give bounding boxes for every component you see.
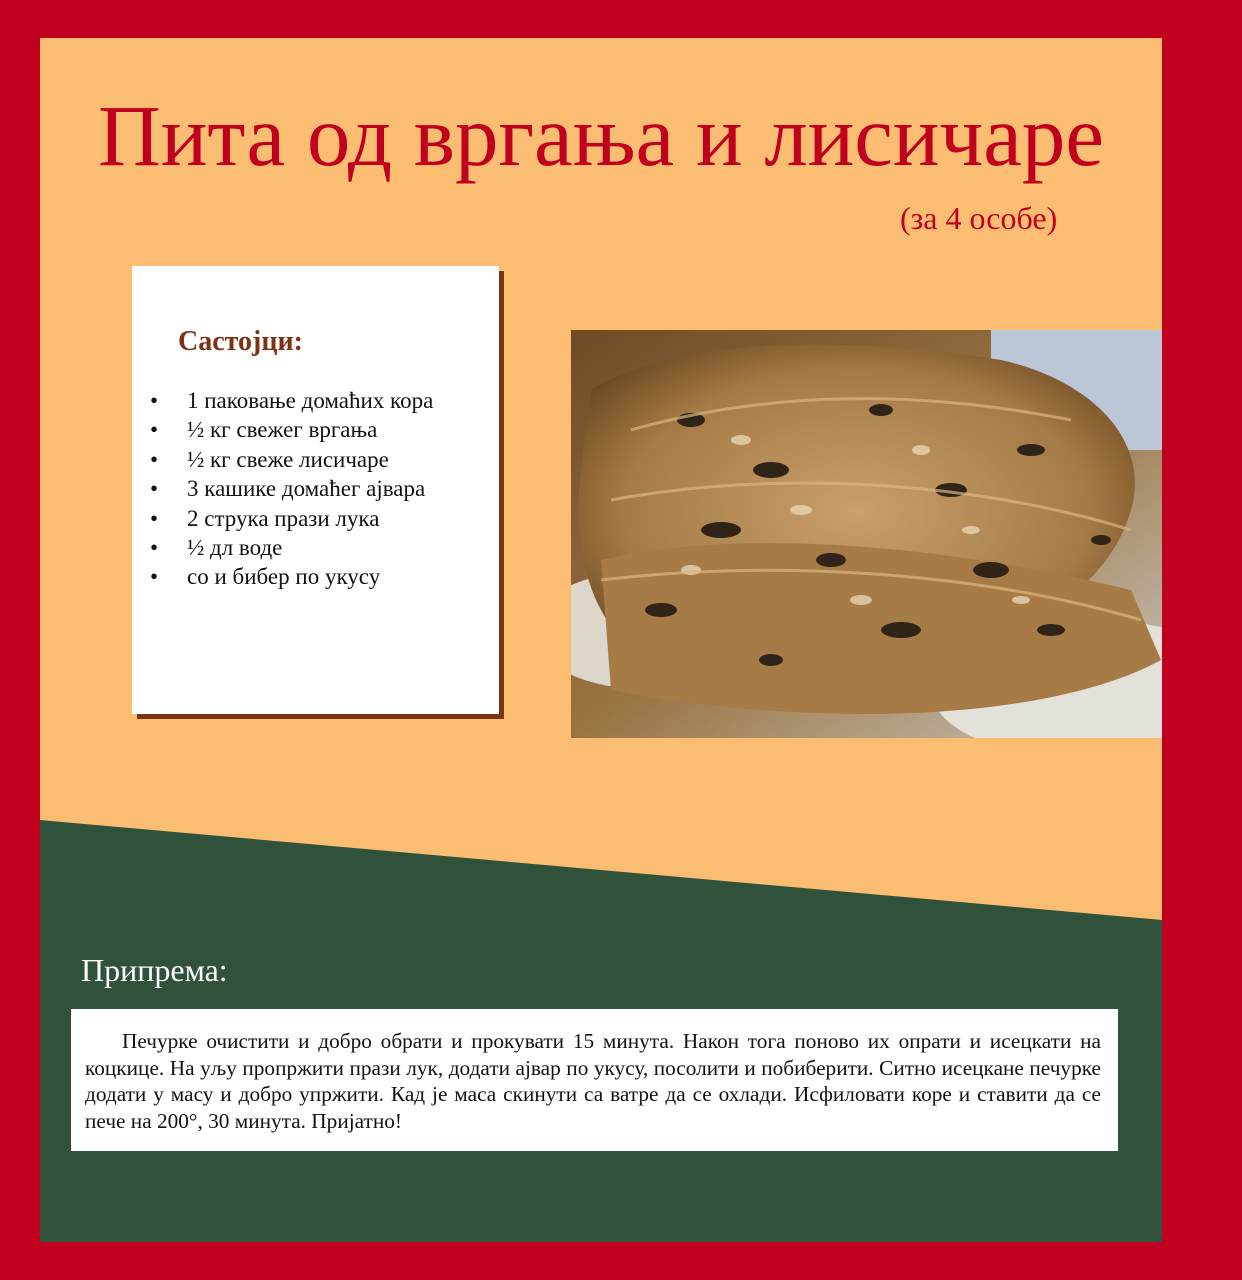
ingredients-card	[132, 266, 499, 714]
ingredient-item: • ½ кг свежег вргања	[187, 415, 433, 444]
ingredient-item: • ½ кг свеже лисичаре	[187, 445, 433, 474]
preparation-text: Печурке очистити и добро обрати и прокувати 15 минута. Након тога поново их опрати и исецкати на коцкице. На уљу пропржити прази лук, додати ајвар по укусу, посолити и побиберити. Ситно исецкане печурке додати у масу и добро упржити. Кад је маса скинути са ватре да се охлади. Исфиловати коре и ставити да се пече на 200°, 30 минута. Пријатно!	[71, 1009, 1118, 1151]
servings-label: (за 4 особе)	[900, 200, 1058, 236]
ingredient-item: • 3 кашике домаћег ајвара	[187, 474, 433, 503]
ingredient-item: • 1 паковање домаћих кора	[187, 386, 433, 415]
ingredient-item: • со и бибер по укусу	[187, 562, 433, 591]
ingredient-item: • 2 струка прази лука	[187, 504, 433, 533]
preparation-heading: Припрема:	[81, 952, 228, 988]
page-title: Пита од вргања и лисичаре	[98, 87, 1104, 184]
ingredient-item: • ½ дл воде	[187, 533, 433, 562]
recipe-page	[40, 38, 1162, 1242]
ingredients-list	[132, 386, 433, 592]
ingredients-heading: Састојци:	[178, 326, 303, 357]
pie-photo	[571, 330, 1162, 738]
